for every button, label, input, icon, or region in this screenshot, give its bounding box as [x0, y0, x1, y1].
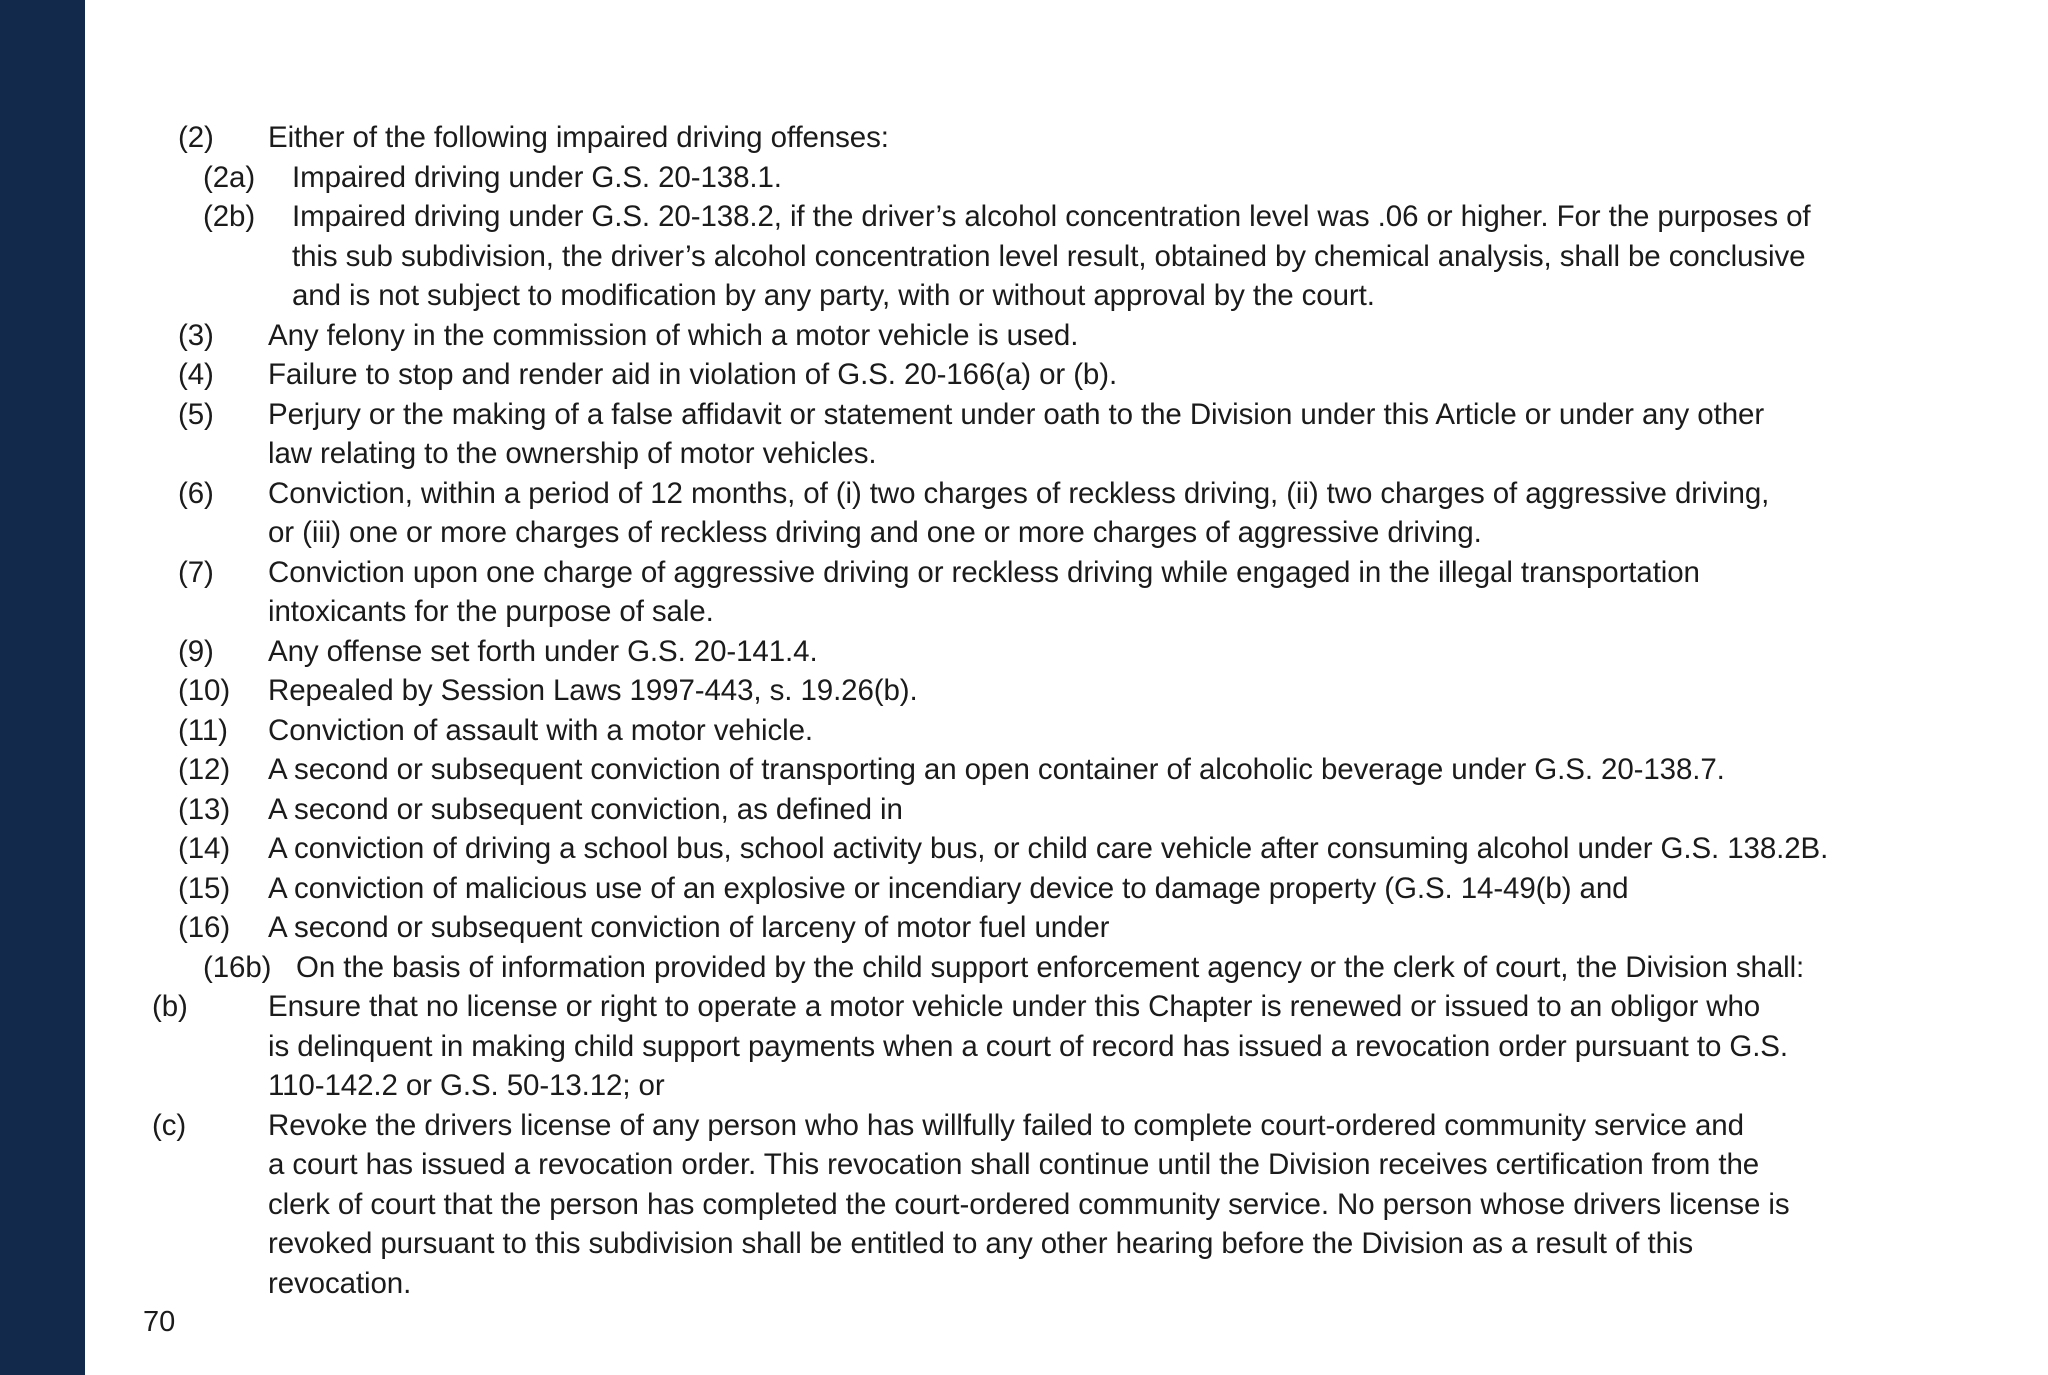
list-item-text: A conviction of driving a school bus, school activity bus, or child care vehicle after consuming alcohol under G.S. 138.2B.: [268, 832, 1829, 865]
list-item: [0, 553, 2048, 593]
list-item-text: this sub subdivision, the driver’s alcohol concentration level result, obtained by chemical analysis, shall be conclusive: [292, 239, 1806, 273]
list-item: [0, 750, 2048, 790]
list-item-text: intoxicants for the purpose of sale.: [268, 595, 714, 628]
list-item-text: a court has issued a revocation order. This revocation shall continue until the Division receives certification from the: [268, 1148, 1760, 1181]
list-item: [0, 118, 2048, 158]
list-item: [0, 355, 2048, 395]
list-item-text: clerk of court that the person has completed the court-ordered community service. No person whose drivers license is: [268, 1187, 1790, 1221]
list-item: [0, 829, 2048, 869]
list-item-continuation: [0, 1224, 2048, 1264]
list-item-continuation: [0, 1185, 2048, 1225]
list-item-text: Conviction upon one charge of aggressive driving or reckless driving while engaged in the illegal transportation: [268, 555, 1700, 589]
list-item: [0, 395, 2048, 435]
list-item-number: (14): [178, 832, 231, 865]
list-item-text: Revoke the drivers license of any person who has willfully failed to complete court-ordered community service and: [268, 1108, 1744, 1142]
list-item-text: Perjury or the making of a false affidavit or statement under oath to the Division under this Article or under any other: [268, 397, 1765, 431]
list-item: [0, 869, 2048, 909]
list-item-text: Ensure that no license or right to operate a motor vehicle under this Chapter is renewed or issued to an obligor who: [268, 990, 1761, 1023]
list-item-continuation: [0, 434, 2048, 474]
list-item-continuation: [0, 237, 2048, 277]
list-item: [0, 316, 2048, 356]
list-item-text: Impaired driving under G.S. 20-138.2, if the driver’s alcohol concentration level was .06 or higher. For the purposes of: [292, 200, 1811, 233]
list-item-number: (6): [178, 476, 214, 510]
list-item: [0, 474, 2048, 514]
list-item-number: (5): [178, 397, 214, 431]
list-item: [0, 790, 2048, 830]
list-item-number: (b): [152, 990, 188, 1023]
list-item-number: (4): [178, 358, 214, 391]
list-item-text: A second or subsequent conviction of larceny of motor fuel under: [268, 911, 1110, 944]
list-item-number: (10): [178, 674, 231, 707]
list-item-text: revoked pursuant to this subdivision shall be entitled to any other hearing before the Division as a result of this: [268, 1227, 1693, 1260]
page-number: 70: [143, 1306, 176, 1338]
list-item-number: (3): [178, 318, 214, 352]
list-item-text: law relating to the ownership of motor vehicles.: [268, 437, 877, 470]
list-item: [0, 908, 2048, 948]
list-item-text: Failure to stop and render aid in violation of G.S. 20-166(a) or (b).: [268, 358, 1118, 391]
list-item-text: or (iii) one or more charges of reckless driving and one or more charges of aggressive driving.: [268, 516, 1482, 549]
list-item-number: (2a): [203, 160, 256, 194]
list-item: [0, 711, 2048, 751]
list-item: [0, 158, 2048, 198]
list-item-number: (2b): [203, 200, 256, 233]
list-item: [0, 671, 2048, 711]
list-item-text: A second or subsequent conviction of transporting an open container of alcoholic beverage under G.S. 20-138.7.: [268, 753, 1725, 786]
document-body: [0, 118, 2048, 1303]
list-item-text: Conviction, within a period of 12 months, of (i) two charges of reckless driving, (ii) two charges of aggressive driving,: [268, 476, 1770, 510]
list-item-text: and is not subject to modification by any party, with or without approval by the court.: [292, 279, 1375, 312]
list-item-text: A conviction of malicious use of an explosive or incendiary device to damage property (G.S. 14-49(b) and: [268, 871, 1629, 905]
list-item-number: (9): [178, 634, 214, 668]
list-item-text: Repealed by Session Laws 1997-443, s. 19.26(b).: [268, 674, 918, 707]
list-item-number: (12): [178, 753, 231, 786]
list-item-text: On the basis of information provided by the child support enforcement agency or the clerk of court, the Division shall:: [296, 950, 1805, 984]
list-item-text: revocation.: [268, 1266, 412, 1300]
list-item-number: (7): [178, 555, 214, 589]
list-item: [0, 948, 2048, 988]
list-item-continuation: [0, 1066, 2048, 1106]
list-item-number: (16b): [203, 950, 272, 984]
list-item-number: (c): [152, 1108, 187, 1142]
list-item-text: Any felony in the commission of which a motor vehicle is used.: [268, 318, 1079, 352]
list-item-number: (15): [178, 871, 231, 905]
list-item-text: Either of the following impaired driving offenses:: [268, 121, 889, 154]
list-item-continuation: [0, 513, 2048, 553]
list-item: [0, 197, 2048, 237]
list-item: [0, 632, 2048, 672]
list-item: [0, 987, 2048, 1027]
list-item-continuation: [0, 592, 2048, 632]
list-item-number: (13): [178, 792, 231, 826]
list-item-continuation: [0, 1027, 2048, 1067]
list-item-text: A second or subsequent conviction, as defined in: [268, 792, 903, 826]
list-item-text: is delinquent in making child support payments when a court of record has issued a revocation order pursuant to G.S.: [268, 1029, 1788, 1063]
list-item-continuation: [0, 1264, 2048, 1304]
list-item-text: 110-142.2 or G.S. 50-13.12; or: [268, 1069, 665, 1102]
list-item: [0, 1106, 2048, 1146]
list-item-number: (16): [178, 911, 231, 944]
list-item-text: Any offense set forth under G.S. 20-141.4.: [268, 634, 818, 668]
list-item-continuation: [0, 276, 2048, 316]
list-item-number: (11): [178, 713, 228, 747]
list-item-continuation: [0, 1145, 2048, 1185]
list-item-text: Conviction of assault with a motor vehicle.: [268, 713, 813, 747]
list-item-number: (2): [178, 121, 214, 154]
list-item-text: Impaired driving under G.S. 20-138.1.: [292, 160, 782, 194]
